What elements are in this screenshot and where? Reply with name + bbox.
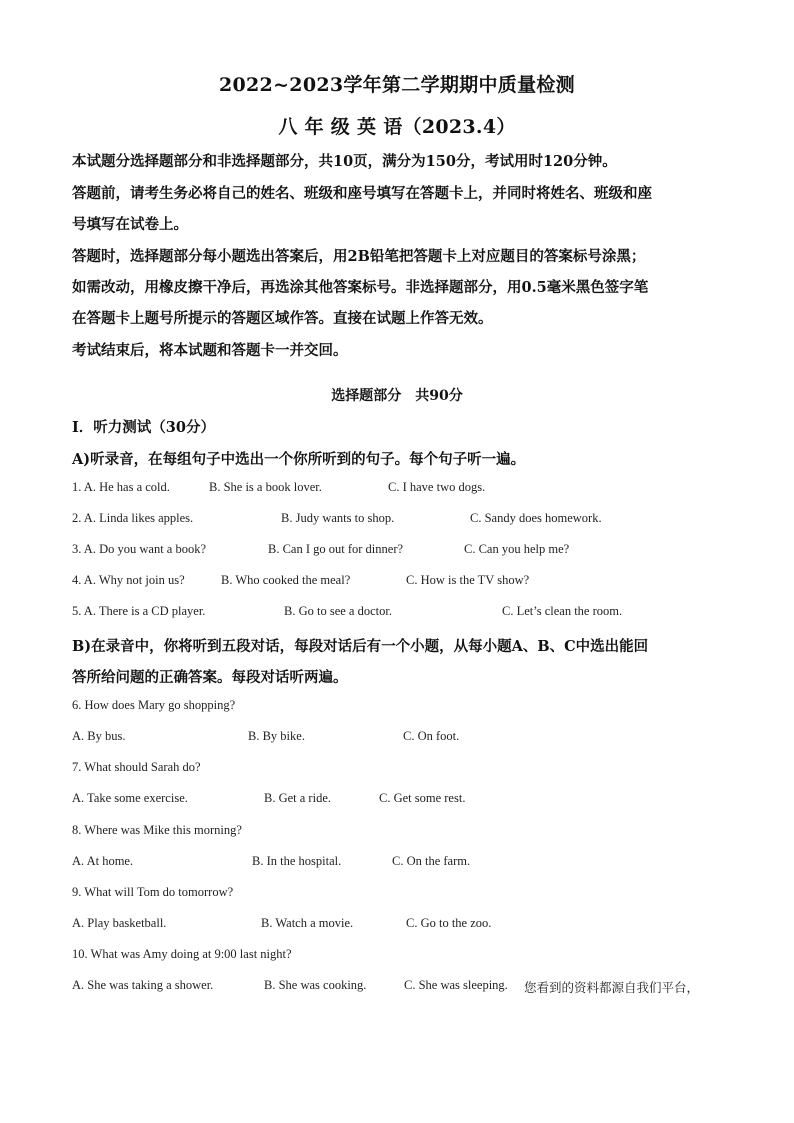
option-a: 1. A. He has a cold. [72, 480, 170, 494]
option-a: 4. A. Why not join us? [72, 573, 185, 587]
instruction-line: 本试题分选择题部分和非选择题部分，共10页，满分为150分，考试用时120分钟。 [72, 153, 617, 170]
option-c: C. On foot. [403, 729, 460, 743]
question-text: 8. Where was Mike this morning? [72, 823, 242, 837]
instruction-line: 考试结束后，将本试题和答题卡一并交回。 [72, 342, 348, 359]
option-c: C. On the farm. [392, 854, 471, 868]
option-c: C. Can you help me? [464, 542, 570, 556]
option-a: A. By bus. [72, 729, 126, 743]
part-title: I．听力测试（30分） [72, 419, 215, 436]
question-text: 9. What will Tom do tomorrow? [72, 885, 234, 899]
section-header: 选择题部分 共90分 [331, 388, 463, 404]
option-c: C. Let’s clean the room. [502, 604, 623, 618]
instruction-line: 答题时，选择题部分每小题选出答案后，用2B铅笔把答题卡上对应题目的答案标号涂黑； [72, 248, 646, 265]
instruction-line: 在答题卡上题号所提示的答题区域作答。直接在试题上作答无效。 [72, 310, 493, 327]
question-text: 10. What was Amy doing at 9:00 last night? [72, 947, 292, 961]
part-b-instruction: B)在录音中，你将听到五段对话，每段对话后有一个小题，从每小题A、B、C中选出能回 [72, 638, 649, 655]
option-c: C. She was sleeping. [404, 978, 508, 992]
option-a: A. At home. [72, 854, 134, 868]
instruction-line: 号填写在试卷上。 [72, 216, 188, 233]
watermark-text: 您看到的资料都源自我们平台， [524, 980, 700, 995]
question-text: 6. How does Mary go shopping? [72, 698, 236, 712]
option-a: 2. A. Linda likes apples. [72, 511, 194, 525]
instruction-line: 如需改动，用橡皮擦干净后，再选涂其他答案标号。非选择题部分，用0.5毫米黑色签字笔 [72, 279, 649, 296]
option-a: A. She was taking a shower. [72, 978, 214, 992]
exam-subtitle: 八 年 级 英 语（2023.4） [278, 116, 516, 138]
option-a: A. Play basketball. [72, 916, 167, 930]
option-a: 3. A. Do you want a book? [72, 542, 207, 556]
option-c: C. I have two dogs. [388, 480, 486, 494]
option-b: B. Watch a movie. [261, 916, 354, 930]
option-b: B. In the hospital. [252, 854, 342, 868]
option-b: B. She was cooking. [264, 978, 367, 992]
option-c: C. Get some rest. [379, 791, 466, 805]
option-b: B. Who cooked the meal? [221, 573, 351, 587]
option-b: B. By bike. [248, 729, 305, 743]
option-c: C. Go to the zoo. [406, 916, 492, 930]
part-a-instruction: A)听录音，在每组句子中选出一个你所听到的句子。每个句子听一遍。 [72, 451, 526, 468]
option-b: B. She is a book lover. [209, 480, 322, 494]
option-c: C. Sandy does homework. [470, 511, 602, 525]
option-a: 5. A. There is a CD player. [72, 604, 206, 618]
part-b-instruction: 答所给问题的正确答案。每段对话听两遍。 [72, 669, 348, 686]
option-b: B. Can I go out for dinner? [268, 542, 404, 556]
question-text: 7. What should Sarah do? [72, 760, 201, 774]
option-c: C. How is the TV show? [406, 573, 530, 587]
exam-title: 2022~2023学年第二学期期中质量检测 [219, 74, 575, 96]
option-b: B. Go to see a doctor. [284, 604, 392, 618]
option-b: B. Get a ride. [264, 791, 331, 805]
option-b: B. Judy wants to shop. [281, 511, 395, 525]
option-a: A. Take some exercise. [72, 791, 188, 805]
instruction-line: 答题前，请考生务必将自己的姓名、班级和座号填写在答题卡上，并同时将姓名、班级和座 [72, 185, 652, 202]
